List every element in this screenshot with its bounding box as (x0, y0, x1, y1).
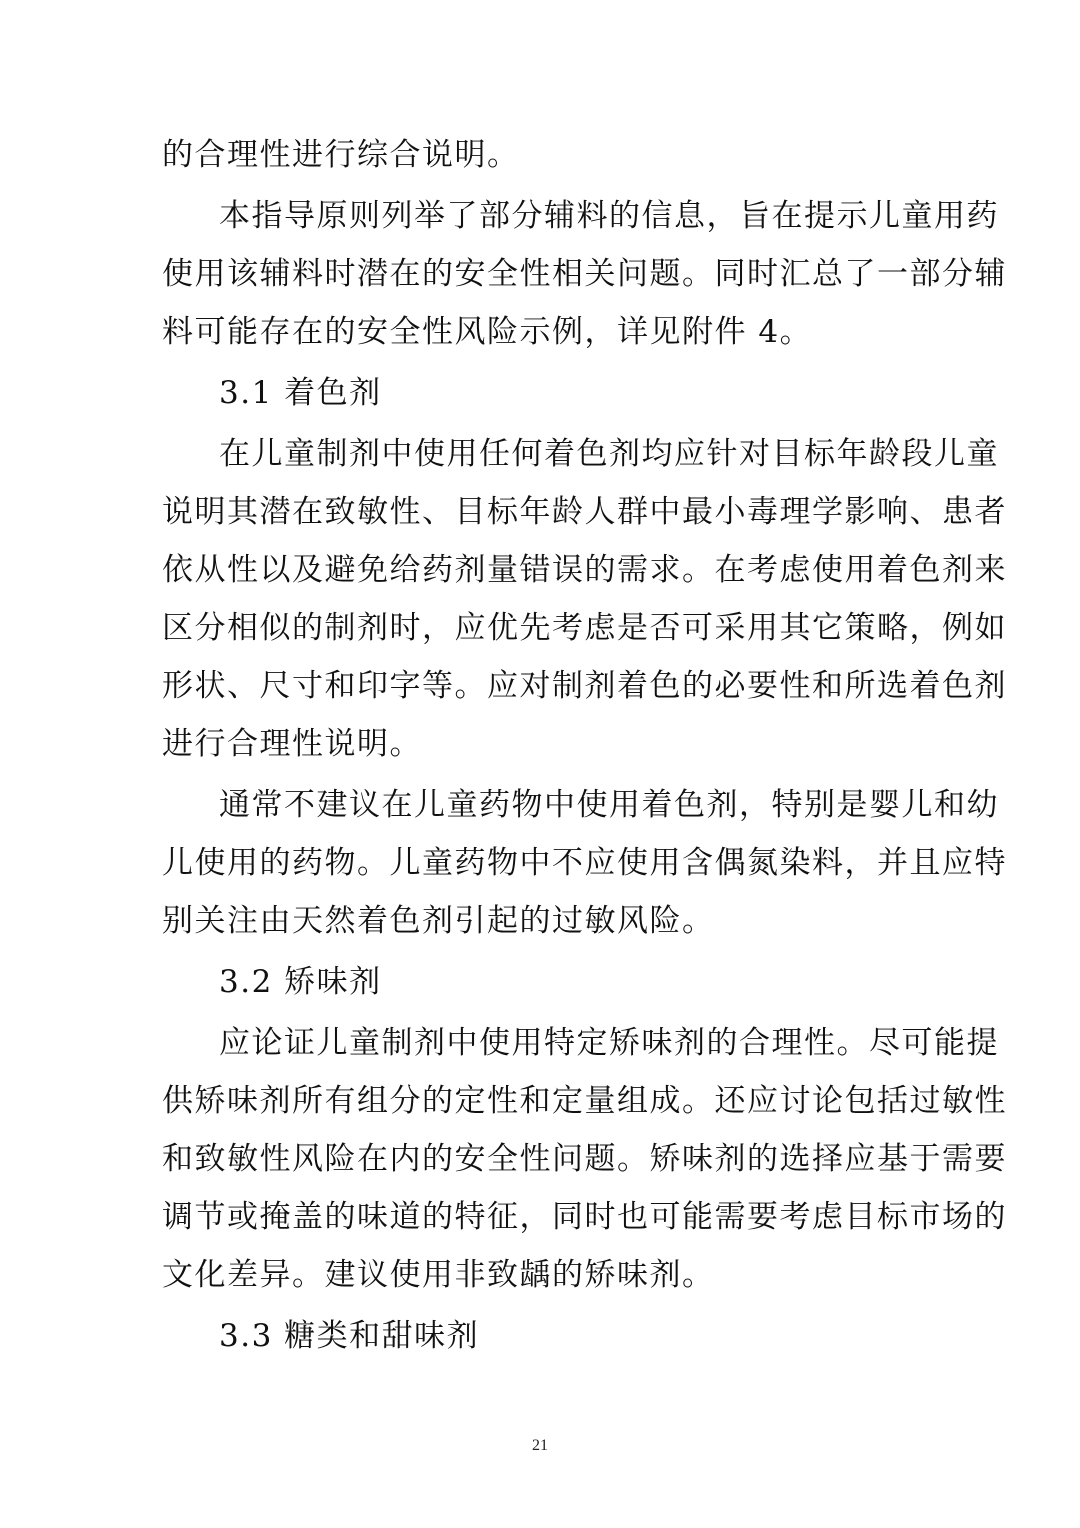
paragraph-line: 调节或掩盖的味道的特征，同时也可能需要考虑目标市场的 (162, 1199, 1007, 1235)
paragraph-line: 区分相似的制剂时，应优先考虑是否可采用其它策略，例如 (162, 610, 1007, 646)
paragraph-line: 在儿童制剂中使用任何着色剂均应针对目标年龄段儿童 (219, 436, 999, 472)
document-body (162, 126, 1007, 1365)
paragraph-line: 别关注由天然着色剂引起的过敏风险。 (162, 903, 715, 939)
paragraph-line: 依从性以及避免给药剂量错误的需求。在考虑使用着色剂来 (162, 552, 1007, 588)
paragraph-line: 和致敏性风险在内的安全性问题。矫味剂的选择应基于需要 (162, 1141, 1007, 1177)
paragraph-line: 使用该辅料时潜在的安全性相关问题。同时汇总了一部分辅 (162, 256, 1007, 292)
paragraph-line: 供矫味剂所有组分的定性和定量组成。还应讨论包括过敏性 (162, 1083, 1007, 1119)
paragraph-line: 说明其潜在致敏性、目标年龄人群中最小毒理学影响、患者 (162, 494, 1007, 530)
section-heading: 3.1 着色剂 (219, 375, 382, 411)
paragraph-line: 的合理性进行综合说明。 (162, 137, 520, 173)
section-heading: 3.3 糖类和甜味剂 (219, 1318, 480, 1354)
paragraph-line: 应论证儿童制剂中使用特定矫味剂的合理性。尽可能提 (219, 1025, 999, 1061)
paragraph-line: 文化差异。建议使用非致龋的矫味剂。 (162, 1257, 715, 1293)
paragraph-line: 儿使用的药物。儿童药物中不应使用含偶氮染料，并且应特 (162, 845, 1007, 881)
paragraph-line: 通常不建议在儿童药物中使用着色剂，特别是婴儿和幼 (219, 787, 999, 823)
paragraph-line: 进行合理性说明。 (162, 726, 422, 762)
paragraph-line: 料可能存在的安全性风险示例，详见附件 4。 (162, 314, 813, 350)
paragraph-line: 形状、尺寸和印字等。应对制剂着色的必要性和所选着色剂 (162, 668, 1007, 704)
paragraph-line: 本指导原则列举了部分辅料的信息，旨在提示儿童用药 (219, 198, 999, 234)
section-heading: 3.2 矫味剂 (219, 964, 382, 1000)
page-number: 21 (532, 1437, 548, 1454)
